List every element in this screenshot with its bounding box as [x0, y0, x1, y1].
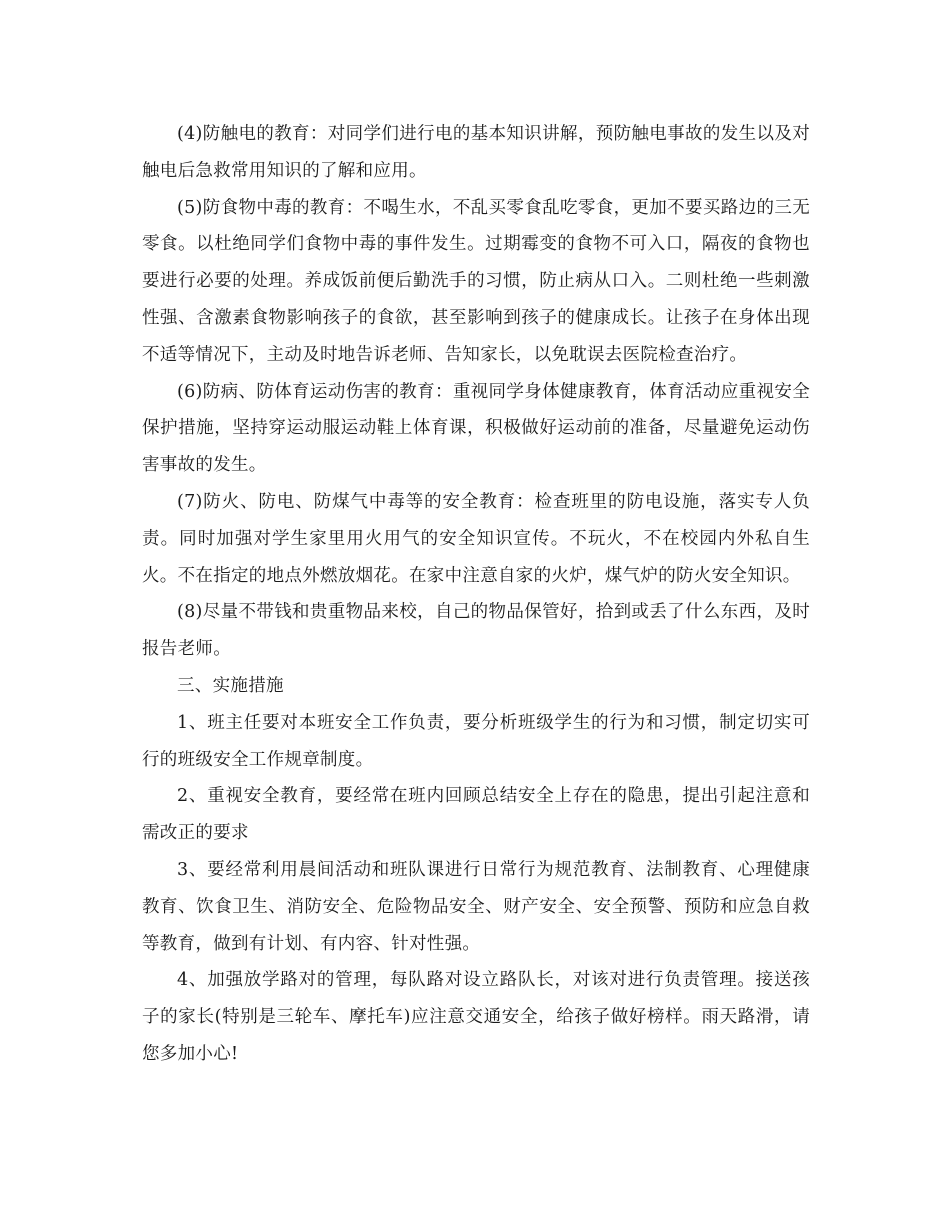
paragraph-measure-1: 1、班主任要对本班安全工作负责，要分析班级学生的行为和习惯，制定切实可行的班级安全工作规章制度。 — [142, 712, 810, 770]
paragraph-electric-safety: (4)防触电的教育：对同学们进行电的基本知识讲解，预防触电事故的发生以及对触电后急救常用知识的了解和应用。 — [142, 124, 810, 181]
paragraph-food-poisoning: (5)防食物中毒的教育：不喝生水，不乱买零食乱吃零食，更加不要买路边的三无零食。以杜绝同学们食物中毒的事件发生。过期霉变的食物不可入口，隔夜的食物也要进行必要的处理。养成饭前便后勤洗手的习惯，防止病从口入。二则杜绝一些刺激性强、含激素食物影响孩子的食欲，甚至影响到孩子的健康成长。让孩子在身体出现不适等情况下，主动及时地告诉老师、告知家长，以免耽误去医院检查治疗。 — [142, 197, 810, 365]
section-heading-measures: 三、实施措施 — [177, 675, 284, 696]
paragraph-measure-4: 4、加强放学路对的管理，每队路对设立路队长，对该对进行负责管理。接送孩子的家长(特别是三轮车、摩托车)应注意交通安全，给孩子做好榜样。雨天路滑，请您多加小心! — [142, 970, 810, 1064]
document-body — [142, 116, 810, 1073]
paragraph-valuables: (8)尽量不带钱和贵重物品来校，自己的物品保管好，拾到或丢了什么东西，及时报告老师。 — [142, 602, 810, 660]
paragraph-fire-safety: (7)防火、防电、防煤气中毒等的安全教育：检查班里的防电设施，落实专人负责。同时加强对学生家里用火用气的安全知识宣传。不玩火，不在校园内外私自生火。不在指定的地点外燃放烟花。在家中注意自家的火炉，煤气炉的防火安全知识。 — [142, 491, 810, 586]
paragraph-measure-3: 3、要经常利用晨间活动和班队课进行日常行为规范教育、法制教育、心理健康教育、饮食卫生、消防安全、危险物品安全、财产安全、安全预警、预防和应急自救等教育，做到有计划、有内容、针对性强。 — [142, 859, 810, 954]
paragraph-measure-2: 2、重视安全教育，要经常在班内回顾总结安全上存在的隐患，提出引起注意和需改正的要求 — [142, 786, 810, 844]
paragraph-sports-injury: (6)防病、防体育运动伤害的教育：重视同学身体健康教育，体育活动应重视安全保护措施，坚持穿运动服运动鞋上体育课，积极做好运动前的准备，尽量避免运动伤害事故的发生。 — [142, 381, 810, 476]
